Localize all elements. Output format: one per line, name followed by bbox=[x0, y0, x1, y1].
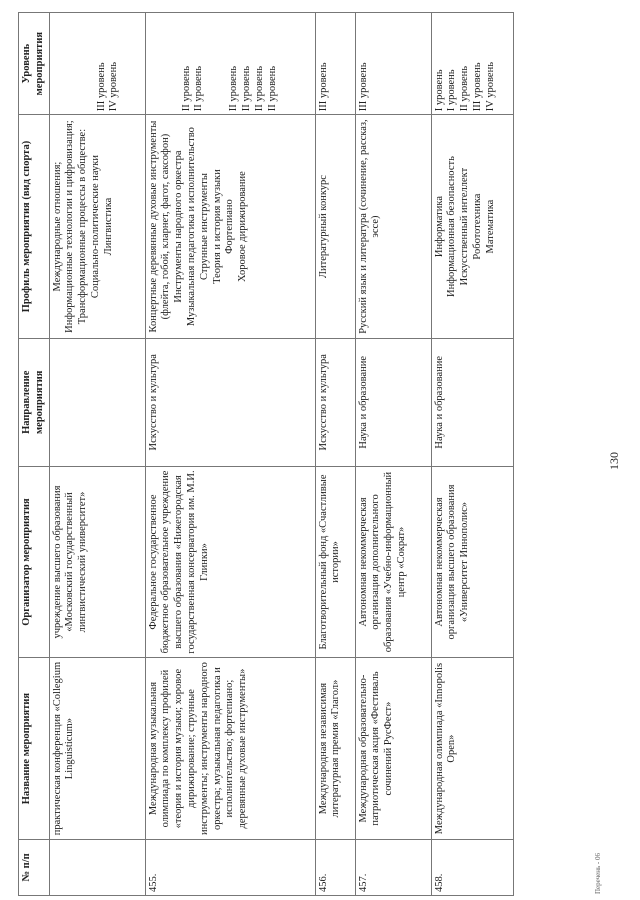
level-item: II уровень bbox=[180, 65, 192, 112]
cell-name: практическая конференция «Collegium Linguisticum» bbox=[49, 658, 145, 839]
cell-direction: Искусство и культура bbox=[315, 338, 355, 466]
profile-item: Струнные инструменты bbox=[198, 173, 210, 281]
profile-item: Робототехника bbox=[471, 193, 483, 260]
profile-item: Фортепиано bbox=[224, 199, 236, 254]
level-item: III уровень bbox=[471, 62, 483, 112]
cell-level bbox=[145, 13, 315, 115]
cell-direction bbox=[49, 338, 145, 466]
cell-num bbox=[49, 839, 145, 895]
profile-item: Информационная безопасность bbox=[446, 156, 458, 297]
header-organizer: Организатор мероприятия bbox=[19, 466, 50, 658]
cell-organizer: Автономная некоммерческая организация высшего образования «Университет Иннополис» bbox=[431, 466, 513, 658]
profile-item: Трансформационные процессы в обществе: Социально-политические науки bbox=[77, 128, 101, 325]
cell-num: 457. bbox=[355, 839, 431, 895]
table-row bbox=[49, 13, 145, 896]
profile-item: Информационные технологии и цифровизация; bbox=[64, 120, 76, 333]
header-profile: Профиль мероприятия (вид спорта) bbox=[19, 115, 50, 339]
level-item: II уровень bbox=[266, 65, 278, 112]
header-direction: Направление мероприятия bbox=[19, 338, 50, 466]
cell-name: Международная независимая литературная премия «Глагол» bbox=[315, 658, 355, 839]
page-number: 130 bbox=[607, 452, 621, 470]
level-item: II уровень bbox=[459, 65, 471, 112]
table-row bbox=[355, 13, 431, 896]
header-row bbox=[19, 13, 50, 896]
cell-direction: Наука и образование bbox=[355, 338, 431, 466]
profile-item: Хоровое дирижирование bbox=[237, 171, 249, 282]
level-item: IV уровень bbox=[484, 62, 496, 112]
cell-direction: Искусство и культура bbox=[145, 338, 315, 466]
events-table bbox=[18, 12, 514, 896]
profile-item: Искусственный интеллект bbox=[459, 167, 471, 286]
level-item: III уровень bbox=[95, 62, 107, 112]
cell-organizer: Автономная некоммерческая организация дополнительного образования «Учебно-информационный центр «Сократ» bbox=[355, 466, 431, 658]
level-item: II уровень bbox=[193, 65, 205, 112]
level-item: IV уровень bbox=[108, 62, 120, 112]
cell-profile: Русский язык и литература (сочинение, рассказ, эссе) bbox=[355, 115, 431, 339]
profile-item: Информатика bbox=[433, 196, 445, 258]
cell-num: 458. bbox=[431, 839, 513, 895]
cell-name: Международная музыкальная олимпиада по комплексу профилей «теория и история музыки; хоровое дирижирование; струнные инструменты; инструменты народного оркестра; музыкальная педагогика и исполнительство; фортепиано; деревянные духовые инструменты» bbox=[145, 658, 315, 839]
level-item: I уровень bbox=[446, 69, 458, 112]
level-item: II уровень bbox=[253, 65, 265, 112]
cell-organizer: Федеральное государственное бюджетное образовательное учреждение высшего образования «Нижегородская государственная консерватория им. М.И. Глинки» bbox=[145, 466, 315, 658]
cell-num: 456. bbox=[315, 839, 355, 895]
cell-level bbox=[431, 13, 513, 115]
cell-profile bbox=[431, 115, 513, 339]
table-row bbox=[145, 13, 315, 896]
footer-note: Перечень - 06 bbox=[594, 853, 602, 894]
cell-level: III уровень bbox=[315, 13, 355, 115]
cell-name: Международная олимпиада «Innopolis Open» bbox=[431, 658, 513, 839]
cell-profile bbox=[49, 115, 145, 339]
level-item: II уровень bbox=[228, 65, 240, 112]
level-item: I уровень bbox=[433, 69, 445, 112]
cell-level: III уровень bbox=[355, 13, 431, 115]
profile-item: Лингвистика bbox=[102, 197, 114, 256]
cell-organizer: учреждение высшего образования «Московский государственный лингвистический университет» bbox=[49, 466, 145, 658]
cell-organizer: Благотворительный фонд «Счастливые истории» bbox=[315, 466, 355, 658]
level-item: II уровень bbox=[240, 65, 252, 112]
profile-item: Музыкальная педагогика и исполнительство bbox=[185, 127, 197, 327]
cell-num: 455. bbox=[145, 839, 315, 895]
profile-item: Концертные деревянные духовые инструменты (флейта, гобой, кларнет, фагот, саксофон) bbox=[147, 120, 172, 333]
table-row bbox=[315, 13, 355, 896]
header-level: Уровень мероприятия bbox=[19, 13, 50, 115]
profile-item: Теория и история музыки bbox=[211, 169, 223, 284]
profile-item: Инструменты народного оркестра bbox=[173, 150, 185, 303]
cell-level bbox=[49, 13, 145, 115]
cell-profile bbox=[145, 115, 315, 339]
header-name: Название мероприятия bbox=[19, 658, 50, 839]
profile-item: Международные отношения; bbox=[51, 161, 63, 292]
cell-name: Международная образовательно-патриотическая акция «Фестиваль сочинений РусФест» bbox=[355, 658, 431, 839]
profile-item: Математика bbox=[484, 199, 496, 254]
header-num: № п/п bbox=[19, 839, 50, 895]
table-row bbox=[431, 13, 513, 896]
cell-profile: Литературный конкурс bbox=[315, 115, 355, 339]
cell-direction: Наука и образование bbox=[431, 338, 513, 466]
